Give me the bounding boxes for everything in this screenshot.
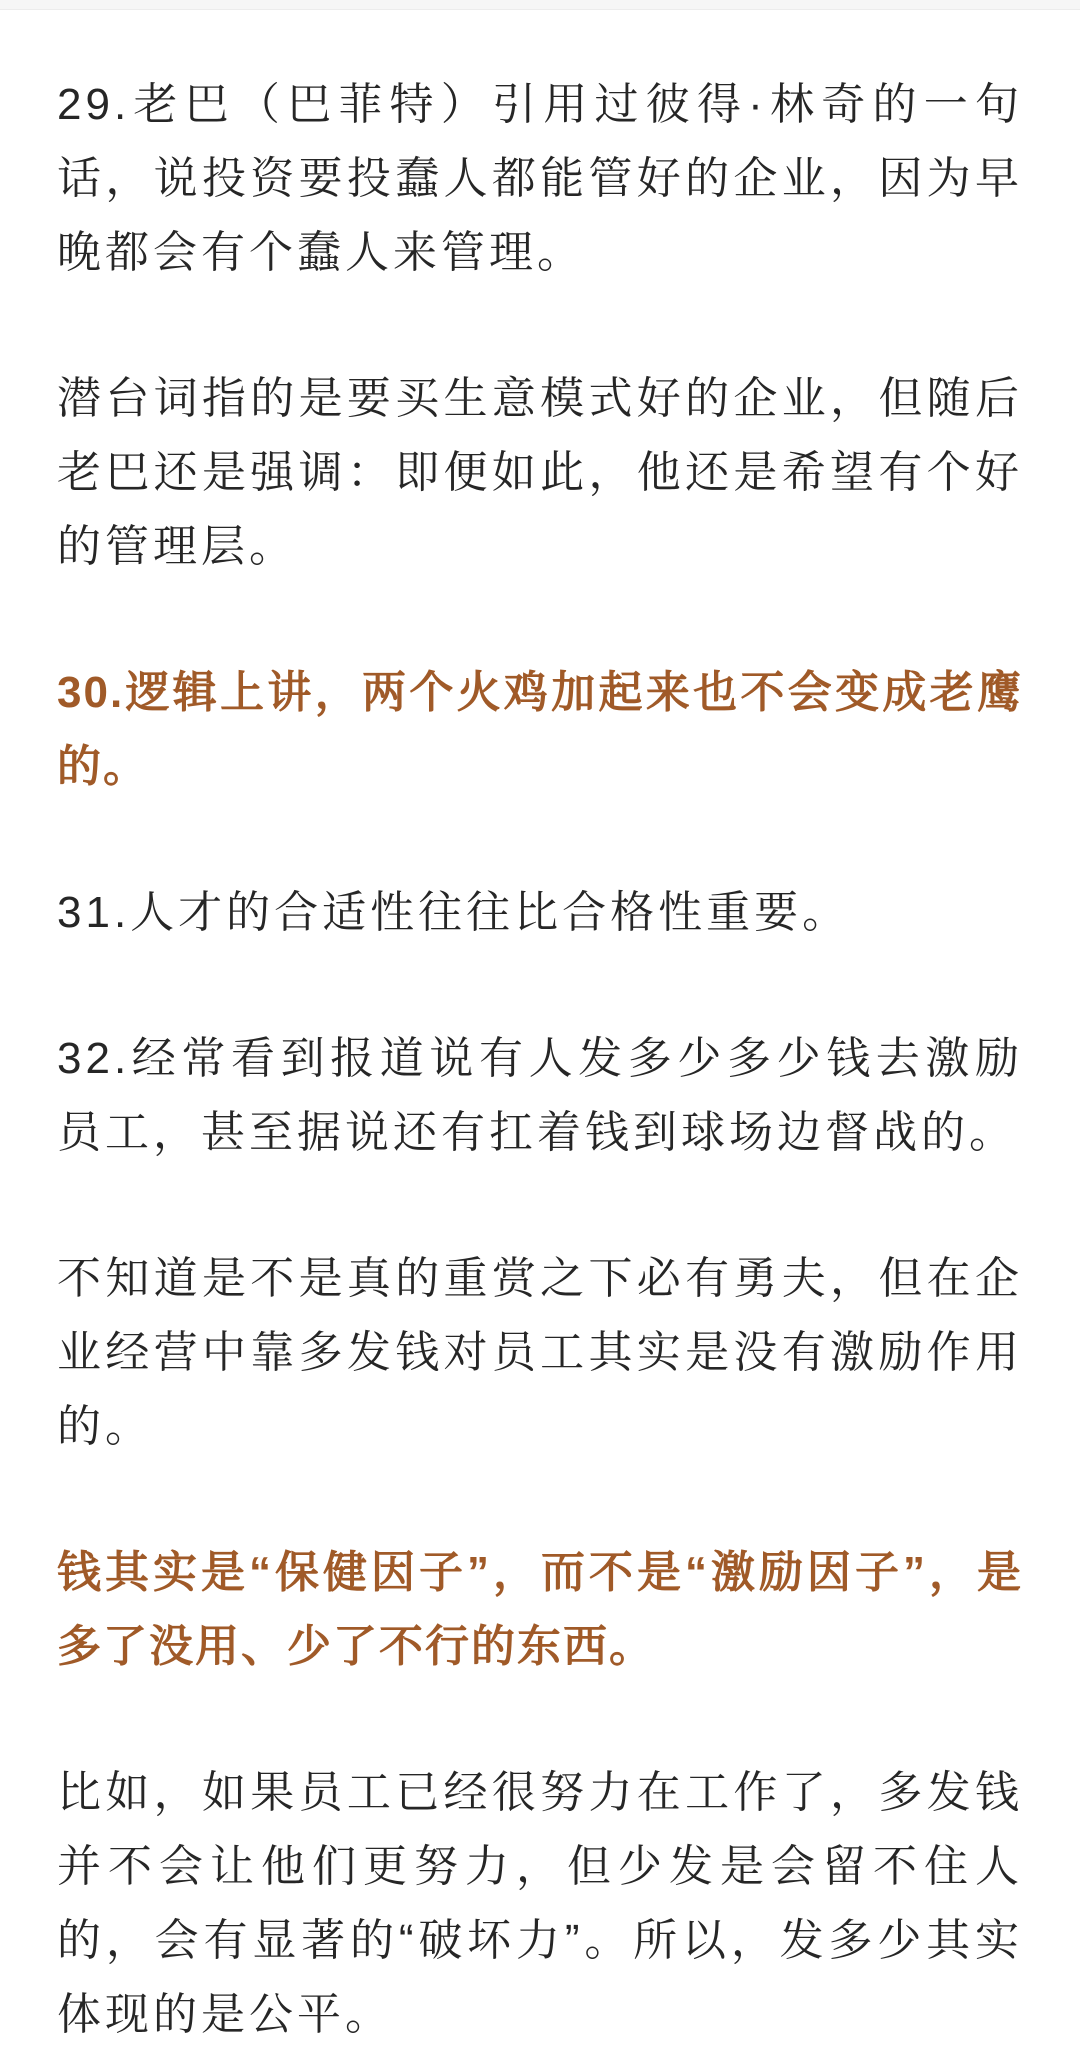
paragraph-item-32-note-2: 钱其实是“保健因子”，而不是“激励因子”，是多了没用、少了不行的东西。 (57, 1548, 1023, 1671)
paragraph-item-32: 32.经常看到报道说有人发多少多少钱去激励员工，甚至据说还有扛着钱到球场边督战的。 (57, 1034, 1023, 1157)
paragraph-item-29: 29.老巴（巴菲特）引用过彼得·林奇的一句话，说投资要投蠢人都能管好的企业，因为早晚都会有个蠢人来管理。 (57, 80, 1023, 277)
paragraph-item-32-note-3: 比如，如果员工已经很努力在工作了，多发钱并不会让他们更努力，但少发是会留不住人的，会有显著的“破坏力”。所以，发多少其实体现的是公平。 (57, 1768, 1023, 2039)
article-body (0, 10, 1080, 2052)
paragraph-item-32-note-1: 不知道是不是真的重赏之下必有勇夫，但在企业经营中靠多发钱对员工其实是没有激励作用的。 (57, 1254, 1023, 1451)
paragraph-item-31: 31.人才的合适性往往比合格性重要。 (57, 888, 851, 937)
paragraph-item-30: 30.逻辑上讲，两个火鸡加起来也不会变成老鹰的。 (57, 668, 1023, 791)
page-top-edge-strip (0, 0, 1080, 10)
paragraph-item-29-note: 潜台词指的是要买生意模式好的企业，但随后老巴还是强调：即便如此，他还是希望有个好的管理层。 (57, 374, 1023, 571)
